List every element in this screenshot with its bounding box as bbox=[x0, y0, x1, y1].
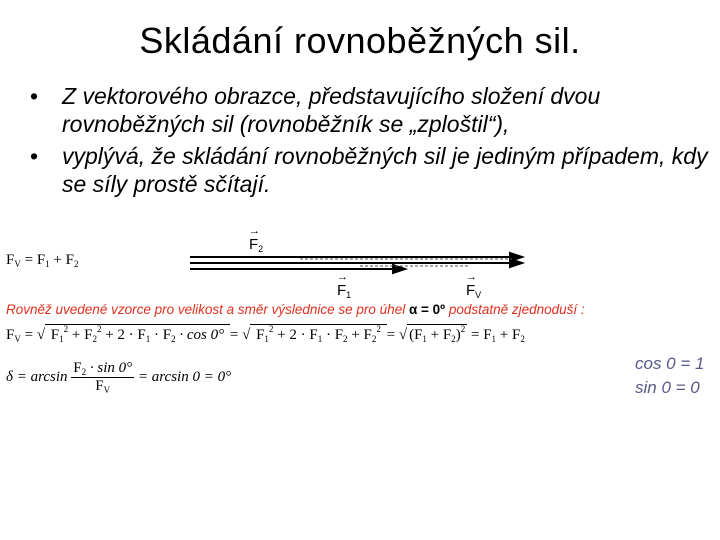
vector-f1-arrowhead-icon bbox=[393, 265, 405, 273]
bullet-text: vyplývá, že skládání rovnoběžných sil je jediným případem, kdy se síly prostě sčítají. bbox=[62, 143, 708, 197]
resultant-sum-equation: $F_V = F_1 + F_2$ bbox=[6, 252, 79, 269]
bullet-dot-icon: • bbox=[30, 83, 39, 109]
label-fv: → $F_V$ bbox=[466, 271, 482, 300]
bullet-dot-icon: • bbox=[30, 143, 39, 169]
label-f2: → $F_2$ bbox=[249, 225, 264, 254]
cos-note: cos 0 = 1 bbox=[635, 354, 705, 373]
bullet-text: Z vektorového obrazce, představujícího složení dvou rovnoběžných sil (rovnoběžník se „zploštil“), bbox=[62, 83, 601, 137]
vector-fv-arrowhead-icon bbox=[510, 259, 522, 267]
slide-title: Skládání rovnoběžných sil. bbox=[139, 20, 581, 61]
sin-note: sin 0 = 0 bbox=[635, 378, 700, 397]
resultant-direction-formula: δ = arcsin $\frac{F_2 \cdot \sin 0^\circ}{F_V}$ = arcsin 0 = 0° bbox=[6, 360, 232, 395]
label-f1: → $F_1$ bbox=[337, 271, 352, 300]
resultant-magnitude-formula: $F_V$ = √ $F_1^2 + F_2^2 + 2 \cdot F_1 \cdot F_2 \cdot \cos 0^\circ$ = √ $F_1^2 + 2 \cdot F_1 \cdot F_2 + F_2^2$ = √ $(F_1 + F_2)^2 = F_1 + F_2$ bbox=[6, 324, 525, 344]
simplification-note: Rovněž uvedené vzorce pro velikost a směr výslednice se pro úhel α = 0º podstatně zjednoduší : bbox=[6, 302, 585, 317]
